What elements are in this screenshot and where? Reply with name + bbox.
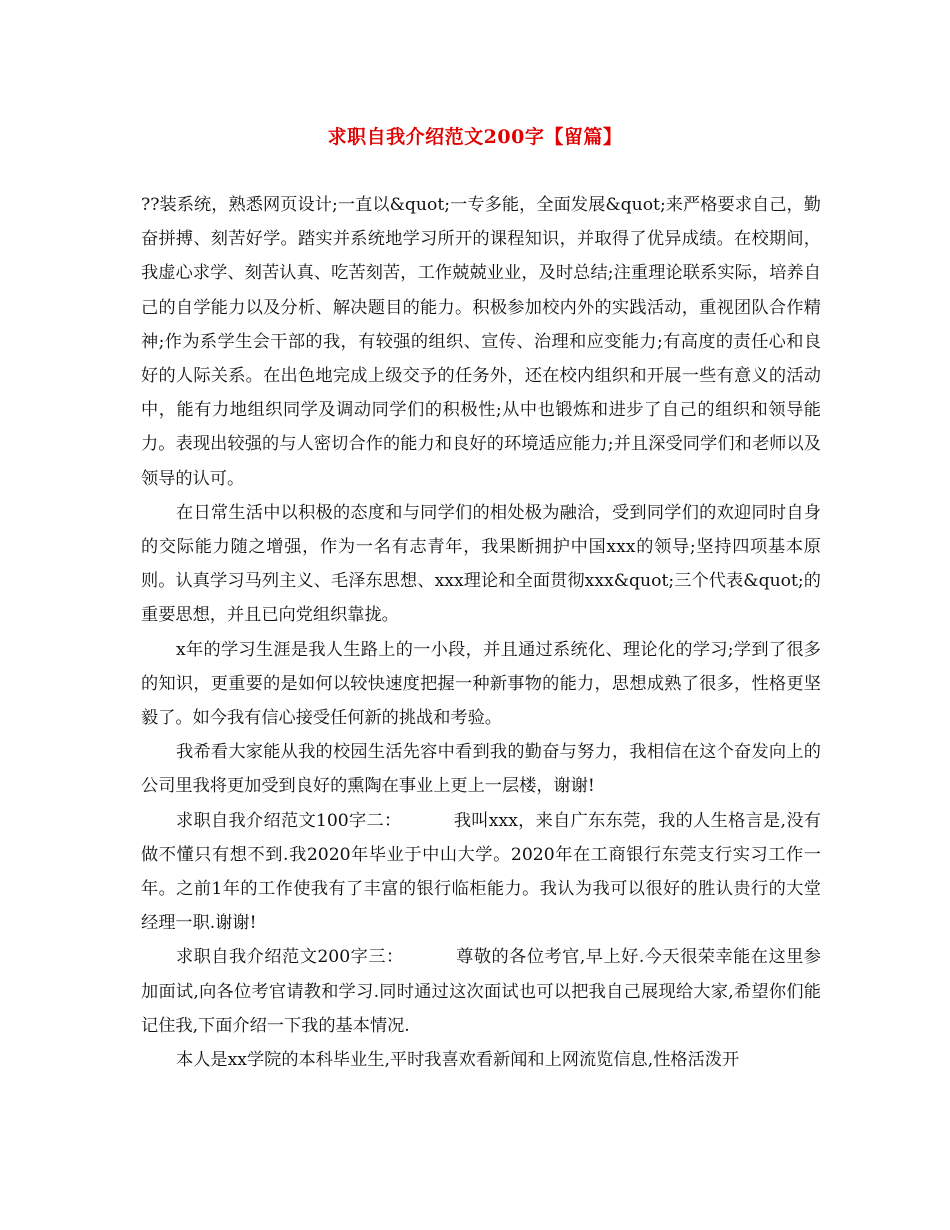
paragraph-4 [141,735,821,803]
paragraph-6-heading: 求职自我介绍范文200字三： [176,947,404,968]
paragraph-2-text: 在日常生活中以积极的态度和与同学们的相处极为融洽，受到同学们的欢迎同时自身的交际能力随之增强，作为一名有志青年，我果断拥护中国xxx的领导;坚持四项基本原则。认真学习马列主义、毛泽东思想、xxx理论和全面贯彻xxx&quot;三个代表&quot;的重要思想，并且已向党组织靠拢。 [141,502,821,626]
paragraph-5-text: 我叫xxx，来自广东东莞，我的人生格言是,没有做不懂只有想不到.我2020年毕业于中山大学。2020年在工商银行东莞支行实习工作一年。之前1年的工作使我有了丰富的银行临柜能力。我认为我可以很好的胜认贵行的大堂经理一职.谢谢! [141,810,821,934]
paragraph-1-text: ??装系统，熟悉网页设计;一直以&quot;一专多能，全面发展&quot;来严格要求自己，勤奋拼搏、刻苦好学。踏实并系统地学习所开的课程知识，并取得了优异成绩。在校期间，我虚心求学、刻苦认真、吃苦刻苦，工作兢兢业业，及时总结;注重理论联系实际，培养自己的自学能力以及分析、解决题目的能力。积极参加校内外的实践活动，重视团队合作精神;作为系学生会干部的我，有较强的组织、宣传、治理和应变能力;有高度的责任心和良好的人际关系。在出色地完成上级交予的任务外，还在校内组织和开展一些有意义的活动中，能有力地组织同学及调动同学们的积极性;从中也锻炼和进步了自己的组织和领导能力。表现出较强的与人密切合作的能力和良好的环境适应能力;并且深受同学们和老师以及领导的认可。 [141,195,821,489]
document-body [141,188,821,1077]
paragraph-7 [141,1043,821,1077]
page-title: 求职自我介绍范文200字【留篇】 [327,126,623,148]
paragraph-1 [141,188,821,496]
paragraph-7-text: 本人是xx学院的本科毕业生,平时我喜欢看新闻和上网流览信息,性格活泼开 [176,1050,740,1071]
paragraph-4-text: 我希看大家能从我的校园生活先容中看到我的勤奋与努力，我相信在这个奋发向上的公司里我将更加受到良好的熏陶在事业上更上一层楼，谢谢! [141,742,821,797]
paragraph-3-text: x年的学习生涯是我人生路上的一小段，并且通过系统化、理论化的学习;学到了很多的知识，更重要的是如何以较快速度把握一种新事物的能力，思想成熟了很多，性格更坚毅了。如今我有信心接受任何新的挑战和考验。 [141,639,821,729]
paragraph-6-text: 尊敬的各位考官,早上好.今天很荣幸能在这里参加面试,向各位考官请教和学习.同时通过这次面试也可以把我自己展现给大家,希望你们能记住我,下面介绍一下我的基本情况. [141,947,821,1036]
paragraph-5 [141,804,821,941]
paragraph-2 [141,496,821,633]
paragraph-6 [141,940,821,1043]
paragraph-5-heading: 求职自我介绍范文100字二： [176,810,402,831]
paragraph-3 [141,633,821,736]
